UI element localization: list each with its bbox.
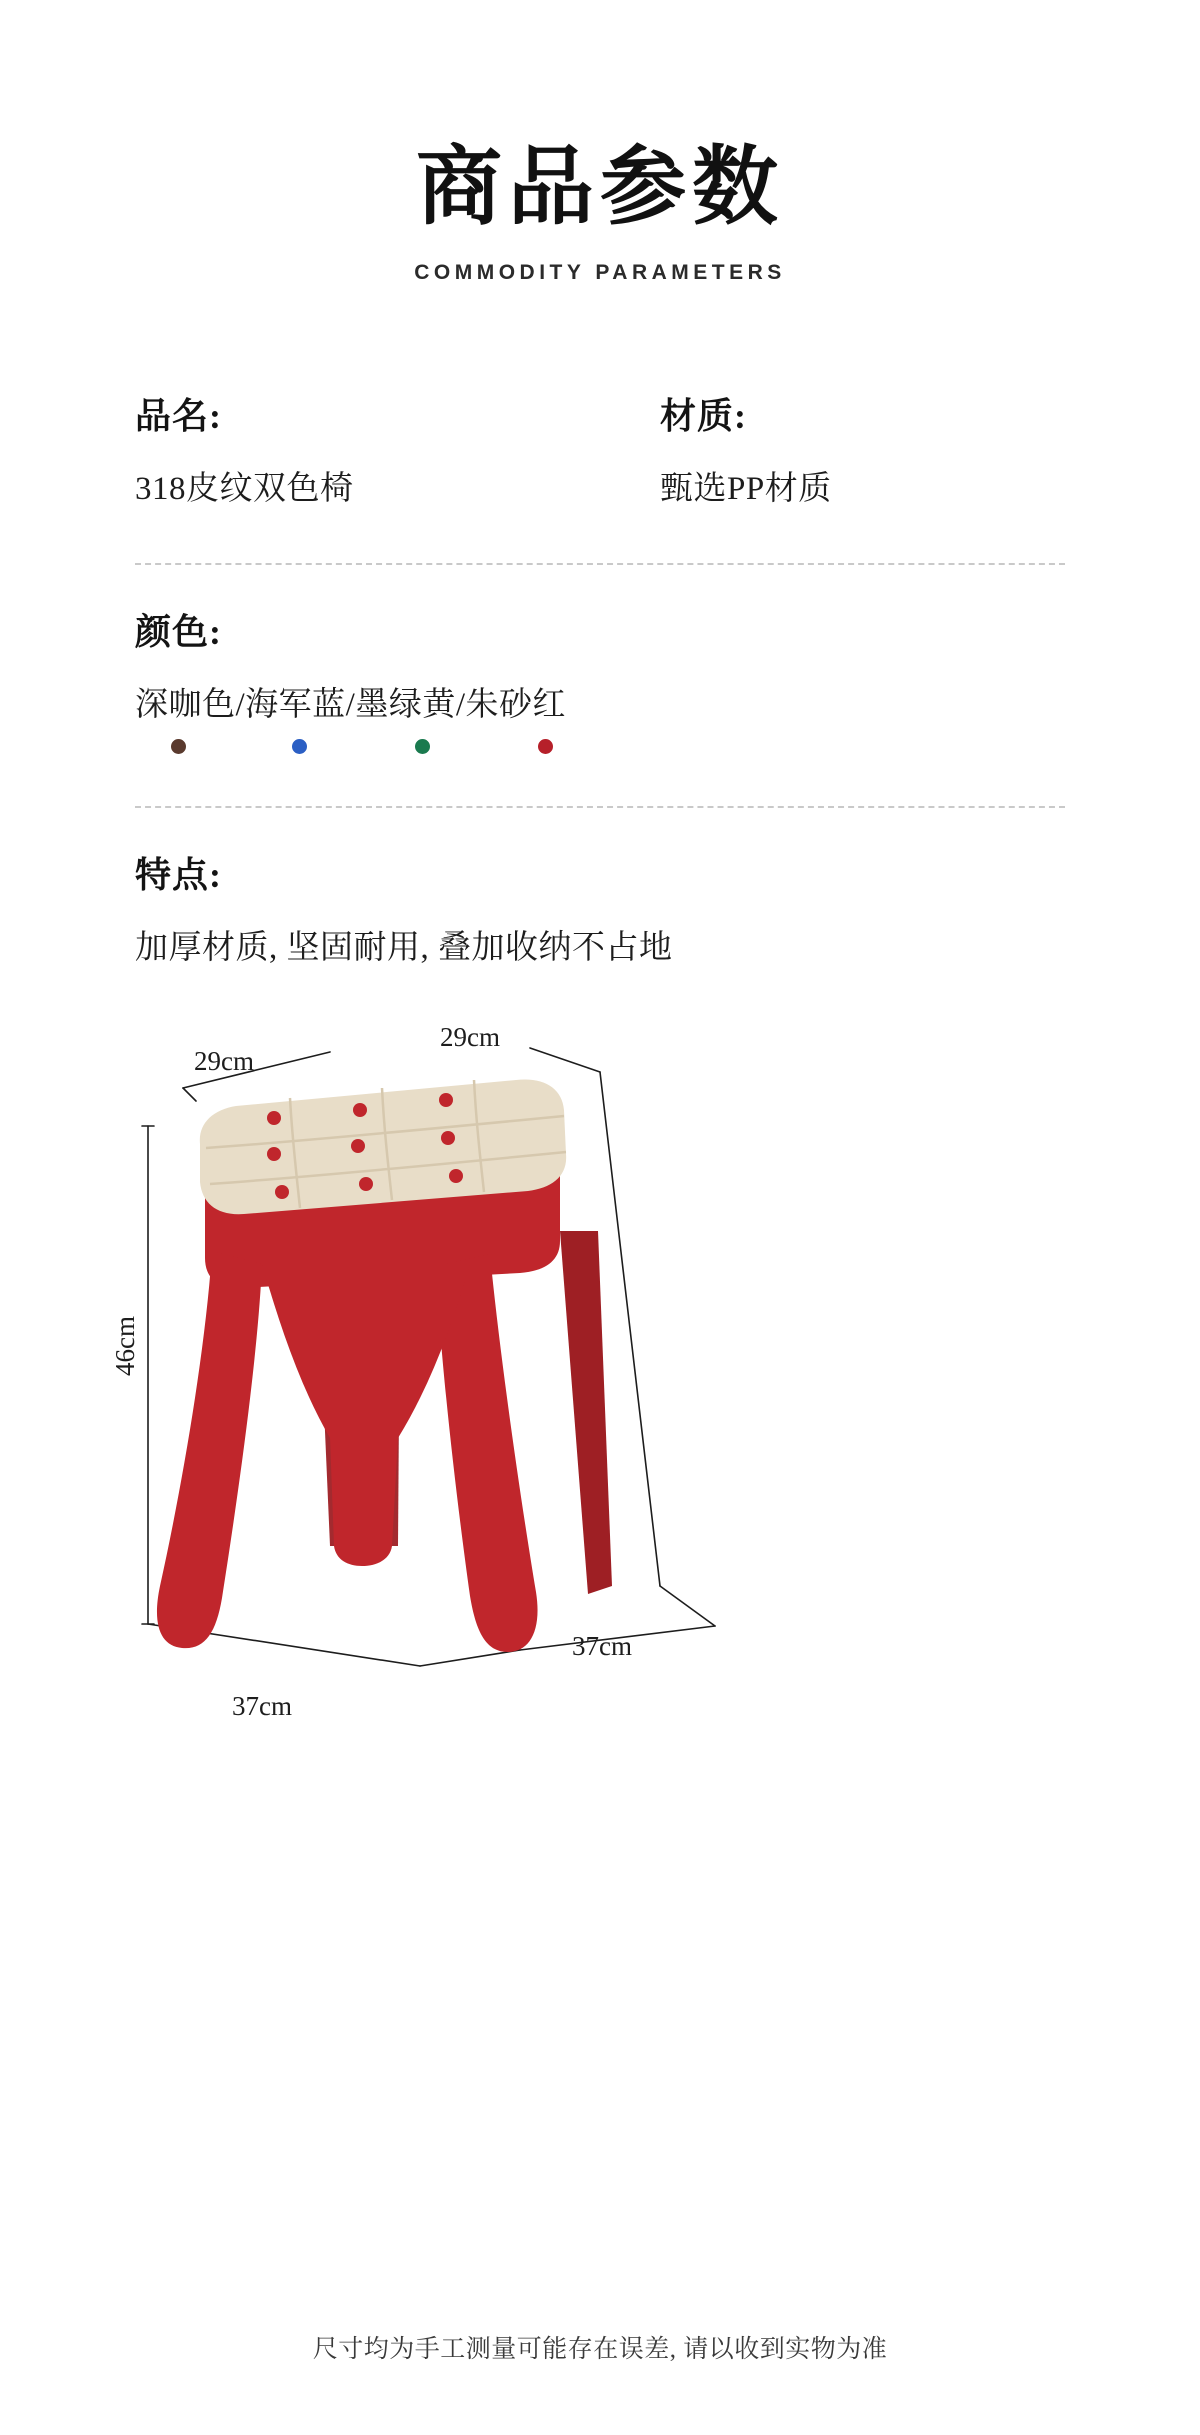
- spec-label-color: 颜色:: [135, 611, 222, 652]
- spec-row-color: [135, 611, 1065, 754]
- divider-2: [135, 806, 1065, 808]
- product-illustration: [0, 1021, 1200, 1766]
- color-swatch-list: [135, 739, 1065, 754]
- dim-label-top-right: 29cm: [440, 1021, 500, 1052]
- spec-list: [0, 395, 1200, 970]
- divider-1: [135, 563, 1065, 565]
- page-title: 商品参数: [416, 139, 784, 235]
- dim-label-top-left: 29cm: [194, 1045, 254, 1076]
- stool-body: [157, 1146, 612, 1652]
- dim-label-bottom-front: 37cm: [232, 1690, 292, 1721]
- spec-item-material: [600, 395, 1065, 511]
- spec-value-color: 深咖色/海军蓝/墨绿黄/朱砂红: [135, 686, 567, 723]
- color-swatch-cinnabar-red: [538, 739, 553, 754]
- spec-value-material: 甄选PP材质: [660, 470, 832, 507]
- spec-row-feature: [135, 854, 1065, 970]
- color-swatch-dark-green: [415, 739, 430, 754]
- color-swatch-deep-coffee: [171, 739, 186, 754]
- spec-label-name: 品名:: [135, 395, 222, 436]
- spec-label-feature: 特点:: [135, 854, 222, 895]
- page-header: [0, 0, 1200, 285]
- dim-label-bottom-side: 37cm: [572, 1630, 632, 1661]
- spec-item-name: [135, 395, 600, 511]
- spec-value-name: 318皮纹双色椅: [135, 470, 354, 507]
- page-subtitle: COMMODITY PARAMETERS: [414, 260, 786, 284]
- spec-label-material: 材质:: [660, 395, 747, 436]
- spec-item-feature: [135, 854, 1065, 970]
- spec-row-name-material: [135, 395, 1065, 511]
- spec-value-feature: 加厚材质, 坚固耐用, 叠加收纳不占地: [135, 929, 673, 966]
- dim-label-height: 46cm: [110, 1315, 140, 1376]
- measurement-note: 尺寸均为手工测量可能存在误差, 请以收到实物为准: [312, 2336, 888, 2363]
- spec-item-color: [135, 611, 1065, 754]
- color-swatch-navy-blue: [292, 739, 307, 754]
